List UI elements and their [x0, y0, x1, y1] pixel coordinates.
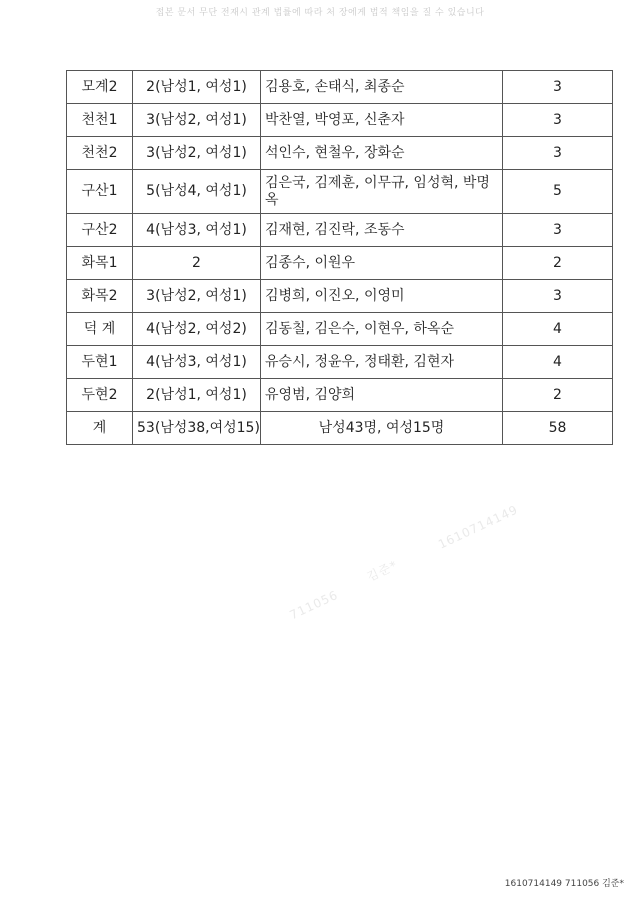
watermark-id: 1610714149: [436, 502, 521, 552]
count-cell: 3(남성2, 여성1): [133, 137, 261, 170]
area-cell: 화목2: [67, 280, 133, 313]
table-row: [67, 379, 613, 412]
roster-table: [66, 70, 613, 445]
names-cell: 김은국, 김제훈, 이무규, 임성혁, 박명옥: [261, 170, 503, 214]
count-cell: 2(남성1, 여성1): [133, 379, 261, 412]
footer-stamp: 1610714149 711056 김준*: [504, 879, 624, 889]
count-cell: 2(남성1, 여성1): [133, 71, 261, 104]
count-cell: 4(남성3, 여성1): [133, 214, 261, 247]
summary-count: 53(남성38,여성15): [133, 412, 261, 445]
names-cell: 김재현, 김진락, 조동수: [261, 214, 503, 247]
total-cell: 5: [503, 170, 613, 214]
total-cell: 3: [503, 137, 613, 170]
table-row: [67, 313, 613, 346]
names-cell: 유영범, 김양희: [261, 379, 503, 412]
count-cell: 4(남성2, 여성2): [133, 313, 261, 346]
top-notice: 접본 문서 무단 전재시 관계 법률에 따라 처 장에게 법적 책임을 질 수 있습니다: [155, 8, 485, 18]
table-row: [67, 247, 613, 280]
names-cell: 석인수, 현철우, 장화순: [261, 137, 503, 170]
total-cell: 4: [503, 313, 613, 346]
area-cell: 천천2: [67, 137, 133, 170]
table-row: [67, 71, 613, 104]
total-cell: 3: [503, 104, 613, 137]
names-cell: 김종수, 이원우: [261, 247, 503, 280]
roster-body: [67, 71, 613, 412]
names-cell: 유승시, 정윤우, 정태환, 김현자: [261, 346, 503, 379]
count-cell: 3(남성2, 여성1): [133, 280, 261, 313]
table-row: [67, 137, 613, 170]
summary-total: 58: [503, 412, 613, 445]
names-cell: 박찬열, 박영포, 신춘자: [261, 104, 503, 137]
total-cell: 3: [503, 280, 613, 313]
area-cell: 덕 계: [67, 313, 133, 346]
names-cell: 김용호, 손태식, 최종순: [261, 71, 503, 104]
summary-names: 남성43명, 여성15명: [261, 412, 503, 445]
total-cell: 4: [503, 346, 613, 379]
watermark-name: 김준*: [364, 557, 400, 585]
summary-row: [67, 412, 613, 445]
count-cell: 2: [133, 247, 261, 280]
area-cell: 두현1: [67, 346, 133, 379]
table-row: [67, 346, 613, 379]
area-cell: 화목1: [67, 247, 133, 280]
count-cell: 5(남성4, 여성1): [133, 170, 261, 214]
area-cell: 두현2: [67, 379, 133, 412]
summary-area: 계: [67, 412, 133, 445]
total-cell: 2: [503, 379, 613, 412]
area-cell: 구산2: [67, 214, 133, 247]
names-cell: 김동칠, 김은수, 이현우, 하옥순: [261, 313, 503, 346]
total-cell: 3: [503, 71, 613, 104]
area-cell: 구산1: [67, 170, 133, 214]
watermark-code: 711056: [287, 587, 341, 623]
total-cell: 3: [503, 214, 613, 247]
table-row: [67, 170, 613, 214]
table-row: [67, 104, 613, 137]
count-cell: 3(남성2, 여성1): [133, 104, 261, 137]
count-cell: 4(남성3, 여성1): [133, 346, 261, 379]
names-cell: 김병희, 이진오, 이영미: [261, 280, 503, 313]
table-row: [67, 214, 613, 247]
area-cell: 천천1: [67, 104, 133, 137]
table-row: [67, 280, 613, 313]
total-cell: 2: [503, 247, 613, 280]
area-cell: 모계2: [67, 71, 133, 104]
